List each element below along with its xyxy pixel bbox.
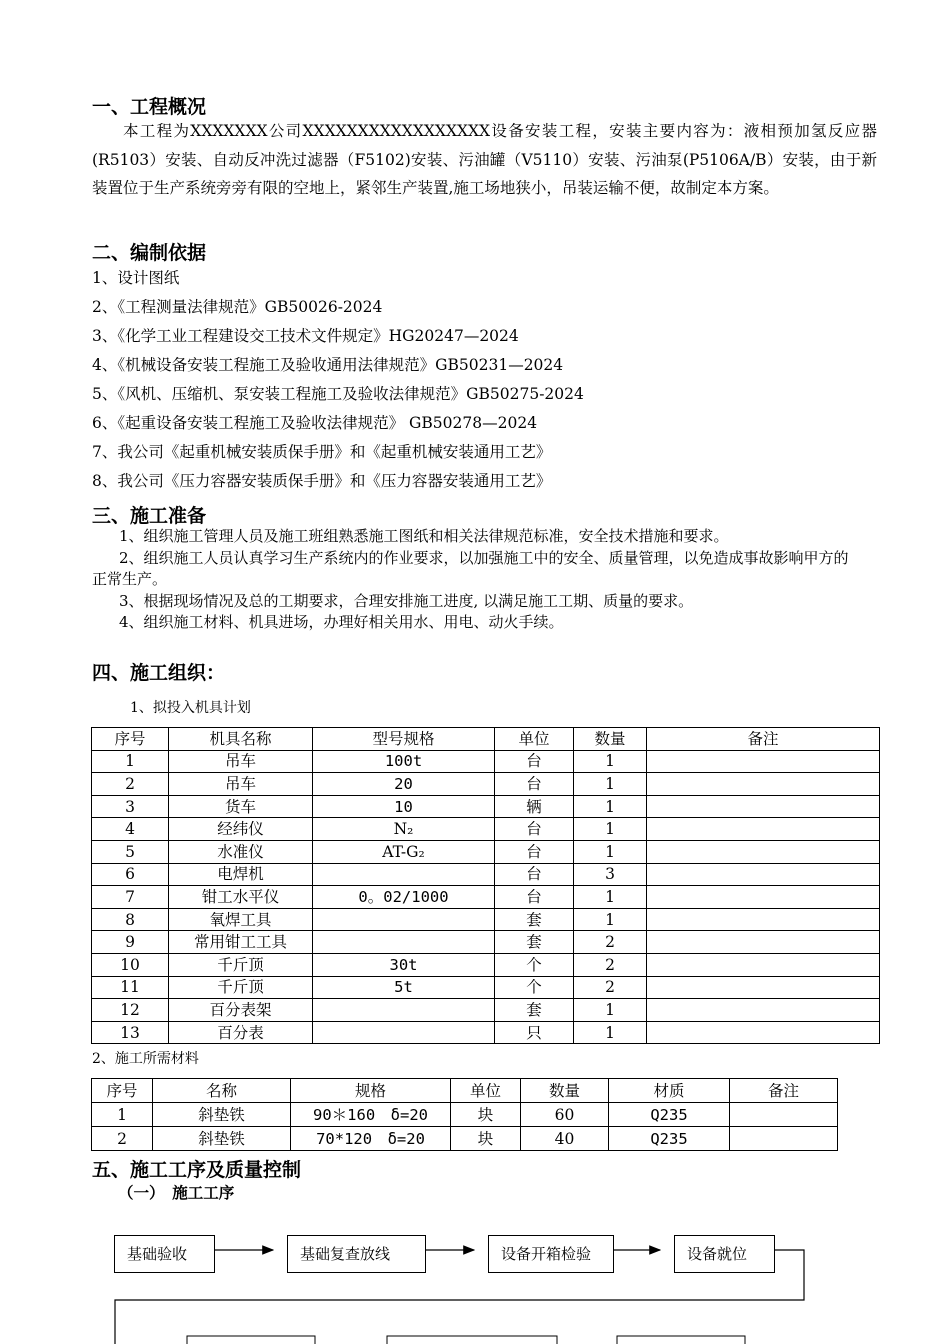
table-cell: 20 <box>313 773 495 796</box>
table-header: 备注 <box>730 1079 838 1103</box>
table-cell: 台 <box>495 750 574 773</box>
table-cell: 套 <box>495 908 574 931</box>
table-cell: 7 <box>92 886 169 909</box>
table-cell: 0。02/1000 <box>313 886 495 909</box>
preparation-item: 1、组织施工管理人员及施工班组熟悉施工图纸和相关法律规范标准，安全技术措施和要求。 <box>119 527 729 545</box>
section-heading-preparation: 三、施工准备 <box>92 505 207 527</box>
table-cell: 12 <box>92 999 169 1022</box>
table-cell: 块 <box>451 1127 521 1151</box>
table-header: 型号规格 <box>313 728 495 751</box>
table-cell: 个 <box>495 976 574 999</box>
table-cell: 千斤顶 <box>169 953 313 976</box>
table-cell: 套 <box>495 999 574 1022</box>
table-cell: 11 <box>92 976 169 999</box>
table-cell: 10 <box>92 953 169 976</box>
table-cell: 5t <box>313 976 495 999</box>
table-cell: 3 <box>92 795 169 818</box>
table-cell: 9 <box>92 931 169 954</box>
table-header: 单位 <box>451 1079 521 1103</box>
table-cell: 斜垫铁 <box>153 1127 291 1151</box>
table-cell: 1 <box>574 795 647 818</box>
table-cell: 1 <box>574 1021 647 1044</box>
table-cell: 1 <box>574 818 647 841</box>
table-cell: 辆 <box>495 795 574 818</box>
flow-step-unpacking-inspection: 设备开箱检验 <box>488 1235 614 1273</box>
table-cell: 块 <box>451 1103 521 1127</box>
table-cell: 10 <box>313 795 495 818</box>
table-cell: 1 <box>92 750 169 773</box>
table-cell: 台 <box>495 863 574 886</box>
table-cell: Q235 <box>609 1127 730 1151</box>
table-cell: 百分表 <box>169 1021 313 1044</box>
table-cell: 1 <box>574 840 647 863</box>
flow-step-foundation-recheck: 基础复查放线 <box>287 1235 426 1273</box>
flow-step-partial <box>617 1336 745 1344</box>
basis-item: 6、《起重设备安装工程施工及验收法律规范》 GB50278—2024 <box>92 414 538 432</box>
table-header: 序号 <box>92 728 169 751</box>
table-cell: 8 <box>92 908 169 931</box>
basis-item: 3、《化学工业工程建设交工技术文件规定》HG20247—2024 <box>92 327 519 345</box>
table-cell: 1 <box>92 1103 153 1127</box>
flow-step-partial <box>387 1336 557 1344</box>
table-cell: 90＊160 δ=20 <box>291 1103 451 1127</box>
table-cell: 70*120 δ=20 <box>291 1127 451 1151</box>
table-cell: 台 <box>495 840 574 863</box>
basis-item: 5、《风机、压缩机、泵安装工程施工及验收法律规范》GB50275-2024 <box>92 385 584 403</box>
table-cell: 2 <box>574 976 647 999</box>
table-header: 序号 <box>92 1079 153 1103</box>
table-cell: 1 <box>574 886 647 909</box>
table-cell: 2 <box>574 931 647 954</box>
table-cell: 钳工水平仪 <box>169 886 313 909</box>
basis-item: 8、我公司《压力容器安装质保手册》和《压力容器安装通用工艺》 <box>92 472 552 490</box>
table-header: 数量 <box>521 1079 609 1103</box>
table-cell: 4 <box>92 818 169 841</box>
table-cell: 100t <box>313 750 495 773</box>
table-cell: 电焊机 <box>169 863 313 886</box>
table-header: 规格 <box>291 1079 451 1103</box>
table-header: 数量 <box>574 728 647 751</box>
table-header: 单位 <box>495 728 574 751</box>
basis-item: 2、《工程测量法律规范》GB50026-2024 <box>92 298 383 316</box>
flow-step-partial <box>187 1336 315 1344</box>
table-cell: 6 <box>92 863 169 886</box>
table-header: 备注 <box>647 728 880 751</box>
table-cell: 60 <box>521 1103 609 1127</box>
table-header: 材质 <box>609 1079 730 1103</box>
table-cell: 常用钳工工具 <box>169 931 313 954</box>
section-heading-basis: 二、编制依据 <box>92 242 207 264</box>
table-cell: 货车 <box>169 795 313 818</box>
table-cell: 5 <box>92 840 169 863</box>
section-heading-process: 五、施工工序及质量控制 <box>92 1159 302 1181</box>
table-cell: 个 <box>495 953 574 976</box>
table-cell: 2 <box>574 953 647 976</box>
preparation-item: 2、组织施工人员认真学习生产系统内的作业要求，以加强施工中的安全、质量管理，以免造成事故影响甲方的正常生产。 <box>92 548 849 589</box>
table-cell: 40 <box>521 1127 609 1151</box>
table-cell: 斜垫铁 <box>153 1103 291 1127</box>
table-cell: N₂ <box>313 818 495 841</box>
table-cell: AT-G₂ <box>313 840 495 863</box>
table-cell: 2 <box>92 1127 153 1151</box>
flow-step-foundation-acceptance: 基础验收 <box>114 1235 215 1273</box>
table-cell: 1 <box>574 773 647 796</box>
process-subheading: （一） 施工工序 <box>118 1184 235 1202</box>
table-cell: 套 <box>495 931 574 954</box>
table-cell: 1 <box>574 750 647 773</box>
table-cell: 13 <box>92 1021 169 1044</box>
table-cell: 只 <box>495 1021 574 1044</box>
section-heading-organization: 四、施工组织： <box>92 662 226 684</box>
table-cell: 水准仪 <box>169 840 313 863</box>
flow-step-equipment-placement: 设备就位 <box>674 1235 775 1273</box>
table-cell: 千斤顶 <box>169 976 313 999</box>
table-cell: 3 <box>574 863 647 886</box>
table-cell: 2 <box>92 773 169 796</box>
table-cell: 经纬仪 <box>169 818 313 841</box>
basis-item: 7、我公司《起重机械安装质保手册》和《起重机械安装通用工艺》 <box>92 443 552 461</box>
section-heading-overview: 一、工程概况 <box>92 96 207 118</box>
table-cell: 氧焊工具 <box>169 908 313 931</box>
table-header: 名称 <box>153 1079 291 1103</box>
table-header: 机具名称 <box>169 728 313 751</box>
table-cell: 吊车 <box>169 750 313 773</box>
table-cell: 吊车 <box>169 773 313 796</box>
table-cell: 1 <box>574 908 647 931</box>
table-cell: Q235 <box>609 1103 730 1127</box>
table-cell: 台 <box>495 818 574 841</box>
tools-caption: 1、拟投入机具计划 <box>130 700 251 716</box>
materials-caption: 2、施工所需材料 <box>92 1051 199 1067</box>
table-cell: 30t <box>313 953 495 976</box>
table-cell: 台 <box>495 886 574 909</box>
table-cell: 台 <box>495 773 574 796</box>
basis-item: 4、《机械设备安装工程施工及验收通用法律规范》GB50231—2024 <box>92 356 564 374</box>
overview-paragraph: 本工程为XXXXXXX公司XXXXXXXXXXXXXXXXX设备安装工程，安装主要内容为：液相预加氢反应器(R5103）安装、自动反冲洗过滤器（F5102)安装、污油罐（V5110）安装、污油泵(P5106A/B）安装，由于新装置位于生产系统旁旁有限的空地上，紧邻生产装置,施工场地狭小，吊装运输不便，故制定本方案。 <box>92 122 877 197</box>
table-cell: 1 <box>574 999 647 1022</box>
table-cell: 百分表架 <box>169 999 313 1022</box>
preparation-item: 4、组织施工材料、机具进场，办理好相关用水、用电、动火手续。 <box>119 613 564 632</box>
basis-item: 1、设计图纸 <box>92 269 180 287</box>
preparation-item: 3、根据现场情况及总的工期要求，合理安排施工进度, 以满足施工工期、质量的要求。 <box>119 591 694 610</box>
